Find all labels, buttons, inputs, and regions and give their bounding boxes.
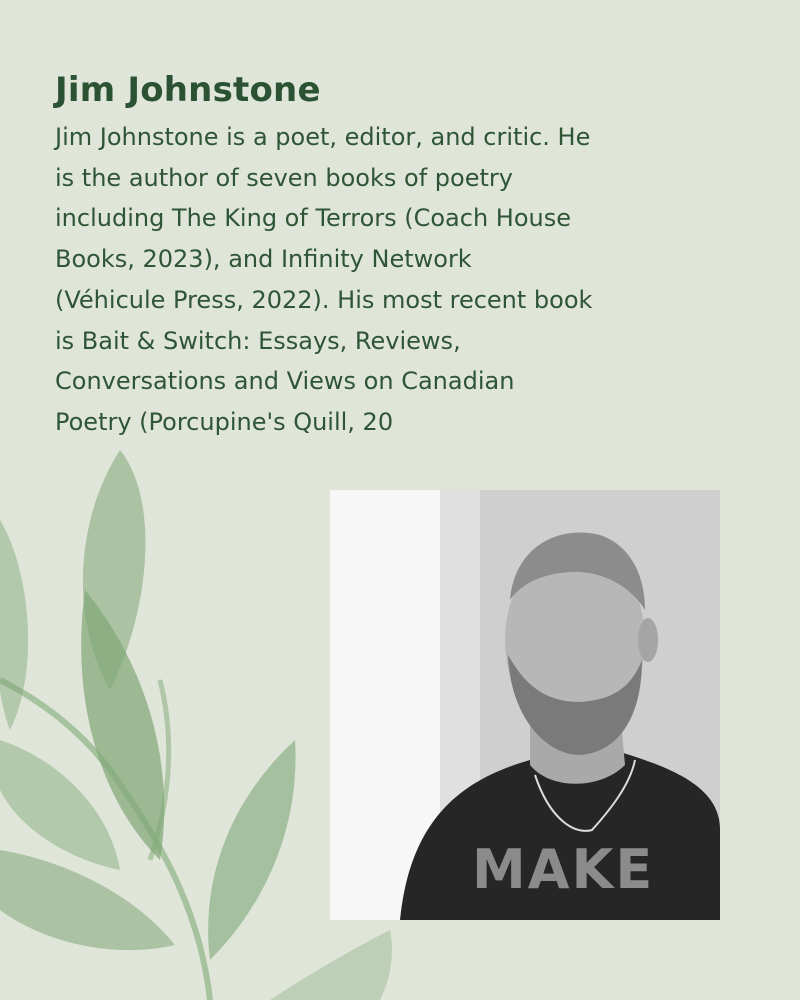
author-bio: [55, 117, 615, 443]
bio-line: (Véhicule Press, 2022). His most recent book: [55, 285, 593, 314]
bio-line: is Bait & Switch: Essays, Reviews,: [55, 326, 461, 355]
bio-line: Poetry (Porcupine's Quill, 20: [55, 407, 394, 436]
bio-line: Conversations and Views on Canadian: [55, 367, 515, 396]
bio-line: Jim Johnstone is a poet, editor, and critic. He: [55, 123, 591, 151]
shirt-text: MAKE: [472, 838, 655, 901]
bio-line: is the author of seven books of poetry: [55, 163, 513, 192]
bio-line: Books, 2023), and Infinity Network: [55, 245, 472, 274]
bio-line: including The King of Terrors (Coach House: [55, 204, 572, 233]
author-name: Jim Johnstone: [55, 70, 321, 110]
